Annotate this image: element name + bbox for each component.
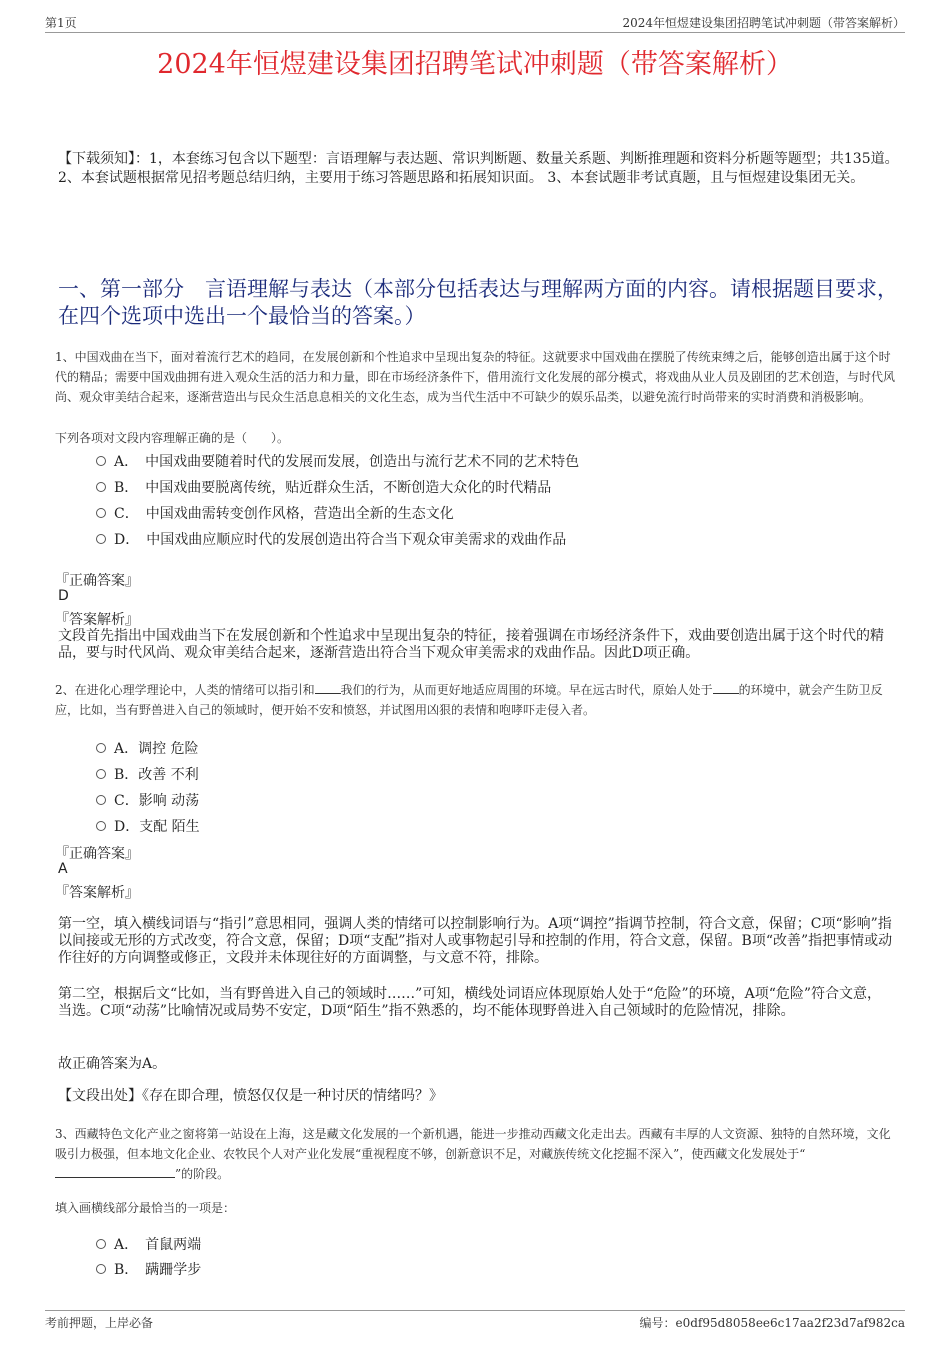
header-divider <box>45 32 905 33</box>
fill-blank <box>55 1165 175 1178</box>
radio-icon[interactable] <box>96 508 106 518</box>
question-2-option-d[interactable]: D．支配 陌生 <box>96 816 200 836</box>
question-1-stem: 1、中国戏曲在当下，面对着流行艺术的趋同，在发展创新和个性追求中呈现出复杂的特征。这就要求中国戏曲在摆脱了传统束缚之后，能够创造出属于这个时代的精品；需要中国戏曲拥有进入观众生活的活力和力量，即在市场经济条件下，借用流行文化发展的部分模式，将戏曲从业人员及剧团的艺术创造，与时代风尚、观众审美结合起来，逐渐营造出与民众生活息息相关的文化生态，成为当代生活中不可缺少的娱乐品类，以避免流行时尚带来的实时消费和消极影响。 <box>55 350 896 404</box>
question-2-source: 【文段出处】《存在即合理，愤怒仅仅是一种讨厌的情绪吗？》 <box>58 1088 443 1104</box>
fill-blank <box>315 681 341 694</box>
radio-icon[interactable] <box>96 795 106 805</box>
radio-icon[interactable] <box>96 1264 106 1274</box>
question-3-stem: 3、西藏特色文化产业之窗将第一站设在上海，这是藏文化发展的一个新机遇，能进一步推动西藏文化走出去。西藏有丰厚的人文资源、独特的自然环境，文化吸引力极强，但本地文化企业、农牧民个人对产业化发展“重视程度不够，创新意识不足，对藏族传统文化挖掘不深入”，使西藏文化发展处于“”的阶段。 <box>55 1127 891 1181</box>
question-3-option-a[interactable]: A． 首鼠两端 <box>96 1234 201 1254</box>
radio-icon[interactable] <box>96 456 106 466</box>
question-2-stem: 2、在进化心理学理论中，人类的情绪可以指引和 我们的行为，从而更好地适应周围的环境。早在远古时代，原始人处于 的环境中，就会产生防卫反应，比如，当有野兽进入自己的领域时，便开始不安和愤怒，并试图用凶狠的表情和咆哮吓走侵入者。 <box>55 683 883 717</box>
question-2-analysis-p3: 故正确答案为A。 <box>58 1056 167 1072</box>
question-2-analysis-p2: 第二空，根据后文“比如，当有野兽进入自己的领域时……”可知，横线处词语应体现原始人处于“危险”的环境，A项“危险”符合文意，当选。C项“动荡”比喻情况或局势不安定，D项“陌生”指不熟悉的，均不能体现野兽进入自己领域时的危险情况，排除。 <box>58 986 882 1019</box>
question-1-option-b[interactable]: B． 中国戏曲要脱离传统，贴近群众生活，不断创造大众化的时代精品 <box>96 477 551 497</box>
header-doc-title: 2024年恒煜建设集团招聘笔试冲刺题（带答案解析） <box>622 16 905 30</box>
question-3-option-b[interactable]: B． 蹒跚学步 <box>96 1259 201 1279</box>
question-1-analysis: 文段首先指出中国戏曲当下在发展创新和个性追求中呈现出复杂的特征，接着强调在市场经济条件下，戏曲要创造出属于这个时代的精品，要与时代风尚、观众审美结合起来，逐渐营造出符合当下观众审美需求的戏曲作品。因此D项正确。 <box>58 628 884 661</box>
radio-icon[interactable] <box>96 534 106 544</box>
question-1-analysis-label: 『答案解析』 <box>55 612 139 628</box>
question-1-option-d[interactable]: D． 中国戏曲应顺应时代的发展创造出符合当下观众审美需求的戏曲作品 <box>96 529 566 549</box>
radio-icon[interactable] <box>96 1239 106 1249</box>
question-3-ask: 填入画横线部分最恰当的一项是： <box>55 1201 236 1215</box>
page-title: 2024年恒煜建设集团招聘笔试冲刺题（带答案解析） <box>157 49 793 80</box>
fill-blank <box>713 681 739 694</box>
question-2-answer: A <box>58 861 68 877</box>
question-2-option-b[interactable]: B．改善 不利 <box>96 764 199 784</box>
question-1-answer: D <box>58 588 69 604</box>
radio-icon[interactable] <box>96 821 106 831</box>
question-1-option-c[interactable]: C． 中国戏曲需转变创作风格，营造出全新的生态文化 <box>96 503 454 523</box>
question-2-option-a[interactable]: A．调控 危险 <box>96 738 199 758</box>
footer-slogan: 考前押题，上岸必备 <box>45 1316 154 1330</box>
footer-divider <box>45 1310 905 1311</box>
radio-icon[interactable] <box>96 482 106 492</box>
question-1-option-a[interactable]: A． 中国戏曲要随着时代的发展而发展，创造出与流行艺术不同的艺术特色 <box>96 451 579 471</box>
question-1-ask: 下列各项对文段内容理解正确的是（ ）。 <box>55 431 290 445</box>
question-1-answer-label: 『正确答案』 <box>55 573 139 589</box>
download-notice: 【下载须知】：1，本套练习包含以下题型：言语理解与表达题、常识判断题、数量关系题、判断推理题和资料分析题等题型；共135道。 2、本套试题根据常见招考题总结归纳，主要用于练习答题思路和拓展知识面。 3、本套试题非考试真题，且与恒煜建设集团无关。 <box>58 151 899 186</box>
radio-icon[interactable] <box>96 769 106 779</box>
question-2-option-c[interactable]: C．影响 动荡 <box>96 790 199 810</box>
question-2-analysis-p1: 第一空，填入横线词语与“指引”意思相同，强调人类的情绪可以控制影响行为。A项“调控”指调节控制，符合文意，保留；C项“影响”指以间接或无形的方式改变，符合文意，保留；D项“支配”指对人或事物起引导和控制的作用，符合文意，保留。B项“改善”指把事情或动作往好的方向调整或修正，文段并未体现往好的方面调整，与文意不符，排除。 <box>58 916 893 966</box>
page-number: 第1页 <box>45 16 77 30</box>
question-2-analysis-label: 『答案解析』 <box>55 885 139 901</box>
radio-icon[interactable] <box>96 743 106 753</box>
question-2-answer-label: 『正确答案』 <box>55 846 139 862</box>
section-title: 一、第一部分 言语理解与表达（本部分包括表达与理解两方面的内容。请根据题目要求，在四个选项中选出一个最恰当的答案。） <box>58 277 898 328</box>
footer-doc-id: 编号：e0df95d8058ee6c17aa2f23d7af982ca <box>639 1316 905 1330</box>
